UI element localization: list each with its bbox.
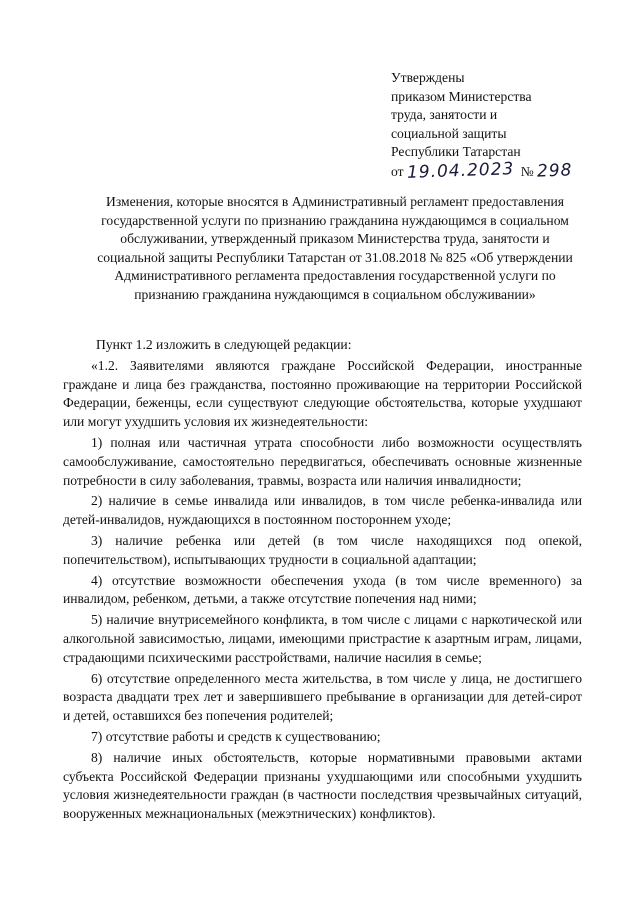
document-title: Изменения, которые вносятся в Административный регламент предоставления государственной услуги по признанию гражданина нуждающимся в социальном обслуживании, утвержденный приказом Министерства труда, занятости и социальной защиты Республики Татарстан от 31.08.2018 № 825 «Об утверждении Административного регламента предоставления государственной услуги по признанию гражданина нуждающимся в социальном обслуживании» xyxy=(97,194,573,302)
list-item: 6) отсутствие определенного места жительства, в том числе у лица, не достигшего возраста двадцати трех лет и завершившего пребывание в организации для детей-сирот и детей, оставшихся без попечения родителей; xyxy=(63,670,582,724)
paragraph: «1.2. Заявителями являются граждане Российской Федерации, иностранные граждане и лица без гражданства, постоянно проживающие на территории Российской Федерации, беженцы, если существуют следующие обстоятельства, которые ухудшают или могут ухудшить условия их жизнедеятельности: xyxy=(63,357,582,430)
approval-line: социальной защиты xyxy=(391,125,507,141)
list-item: 7) отсутствие работы и средств к существованию; xyxy=(91,728,381,744)
list-item: 2) наличие в семье инвалида или инвалидов, в том числе ребенка-инвалида или детей-инвалидов, нуждающихся в постоянном постороннем уходе; xyxy=(63,493,582,528)
approval-line: Утверждены xyxy=(391,70,465,85)
list-item: 4) отсутствие возможности обеспечения ухода (в том числе временного) за инвалидом, ребенком, детьми, а также отсутствие попечения над ними; xyxy=(63,572,582,607)
approval-line: Республики Татарстан xyxy=(391,144,521,159)
handwritten-date: 19.04.2023 xyxy=(406,158,515,183)
list-item: 3) наличие ребенка или детей (в том числе находящихся под опекой, попечительством), испытывающих трудности в социальной адаптации; xyxy=(63,532,582,567)
approval-line: труда, занятости и xyxy=(391,107,498,122)
approval-date-line xyxy=(391,158,621,183)
handwritten-number: 298 xyxy=(536,159,573,182)
number-sign: № xyxy=(520,163,534,179)
approval-line: приказом Министерства xyxy=(391,88,532,104)
list-item: 1) полная или частичная утрата способности либо возможности осуществлять самообслуживание, самостоятельно передвигаться, обеспечивать основные жизненные потребности в силу заболевания, травмы, возраста или наличия инвалидности; xyxy=(63,434,582,488)
document-body xyxy=(63,336,582,826)
approval-stamp xyxy=(391,69,621,181)
list-item: 8) наличие иных обстоятельств, которые нормативными правовыми актами субъекта Российской Федерации признаны ухудшающими или способными ухудшить условия жизнедеятельности граждан (в частности последствия чрезвычайных ситуаций, вооруженных межнациональных (межэтнических) конфликтов). xyxy=(63,749,582,822)
date-prefix: от xyxy=(391,163,404,179)
list-item: 5) наличие внутрисемейного конфликта, в том числе с лицами с наркотической или алкогольной зависимостью, лицами, имеющими пристрастие к азартным играм, лицами, страдающими психическими расстройствами, наличие насилия в семье; xyxy=(63,612,582,665)
intro-paragraph: Пункт 1.2 изложить в следующей редакции: xyxy=(96,337,352,352)
